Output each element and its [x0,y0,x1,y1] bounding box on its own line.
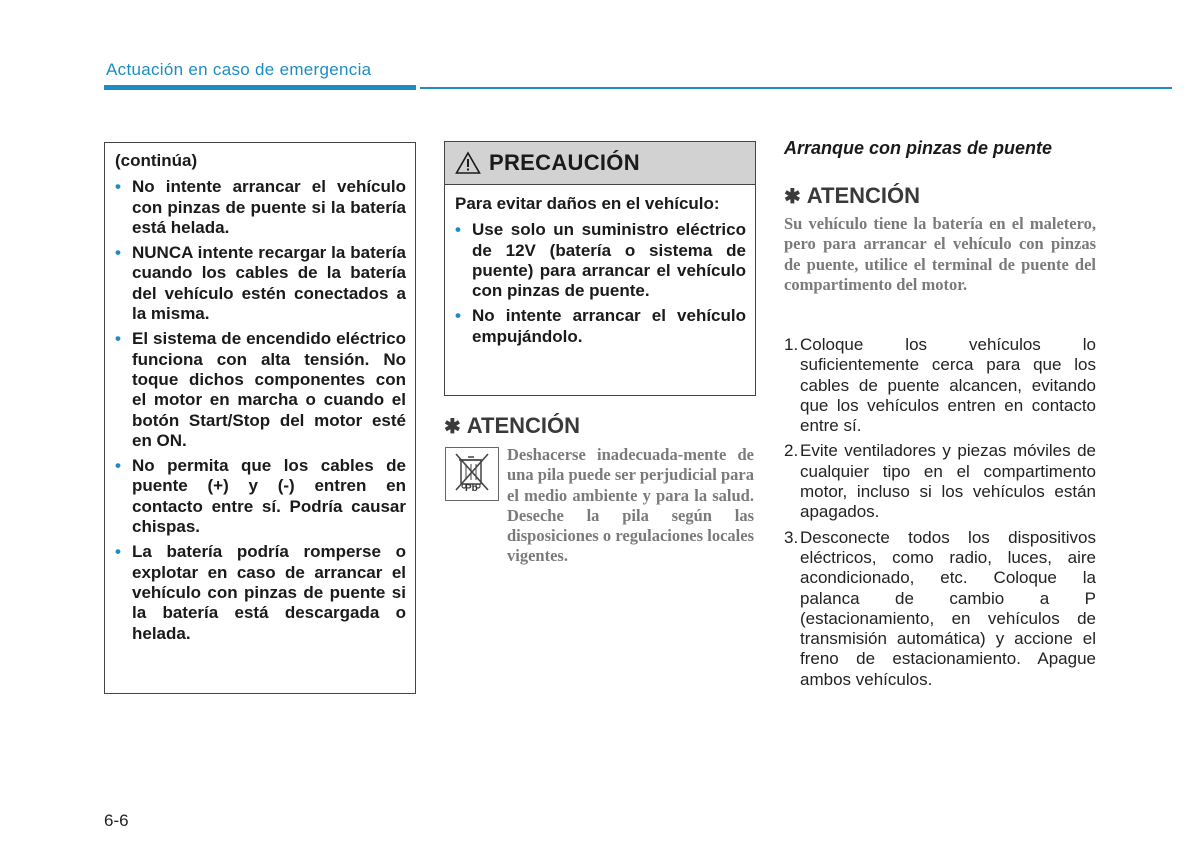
attention-heading-battery: ✱ ATENCIÓN [444,413,581,438]
warning-list [115,177,406,644]
list-item: • NUNCA intente recargar la batería cuando los cables de la batería del vehículo estén conectados a la misma. [115,243,406,324]
list-item: • El sistema de encendido eléctrico funciona con alta tensión. No toque dichos componentes con el motor en marcha o cuando el botón Start/Stop del motor esté en ON. [115,329,406,450]
asterisk-icon: ✱ [444,415,461,438]
precaution-body [445,185,755,347]
asterisk-icon: ✱ [784,185,801,208]
precaution-intro: Para evitar daños en el vehículo: [455,194,720,213]
warning-triangle-icon [455,151,481,175]
attention-battery-text: Deshacerse inadecuada-mente de una pila puede ser perjudicial para el medio ambiente y para la salud. Deseche la pila según las disposiciones o regulaciones locales vigentes. [507,445,754,566]
header-rule-thick [104,85,416,90]
precaution-header [445,142,755,185]
bullet-icon: • [115,542,121,562]
continued-label: (continúa) [115,151,198,170]
bullet-icon: • [115,329,121,349]
bullet-icon: • [455,220,461,240]
bullet-icon: • [115,177,121,197]
list-item: • No permita que los cables de puente (+) y (-) entren en contacto entre sí. Podría causar chispas. [115,456,406,537]
list-item: • No intente arrancar el vehículo con pinzas de puente si la batería está helada. [115,177,406,237]
precaution-list [455,220,746,347]
precaution-box [444,141,756,396]
section-header-title: Actuación en caso de emergencia [106,60,372,79]
list-item: 2. Evite ventiladores y piezas móviles de cualquier tipo en el compartimento motor, incluso si los vehículos están apagados. [784,441,1096,522]
bullet-icon: • [115,456,121,476]
list-item: • No intente arrancar el vehículo empujándolo. [455,306,746,346]
battery-disposal-icon [445,447,499,501]
header-rule-thin [420,87,1172,89]
list-item: • La batería podría romperse o explotar en caso de arrancar el vehículo con pinzas de puente si la batería está descargada o helada. [115,542,406,643]
steps-list [784,335,1096,695]
list-item: 1. Coloque los vehículos lo suficientemente cerca para que los cables de puente alcancen, evitando que los vehículos entren en contacto entre sí. [784,335,1096,436]
section-title: Arranque con pinzas de puente [784,138,1053,158]
list-item: • Use solo un suministro eléctrico de 12V (batería o sistema de puente) para arrancar el vehículo con pinzas de puente. [455,220,746,301]
attention-jumpstart-text: Su vehículo tiene la batería en el maletero, pero para arrancar el vehículo con pinzas de puente, utilice el terminal de puente del compartimento del motor. [784,214,1096,294]
page-number: 6-6 [104,811,129,830]
bullet-icon: • [115,243,121,263]
attention-heading-jumpstart: ✱ ATENCIÓN [784,183,921,208]
pb-label: Pb [465,483,478,494]
list-item: 3. Desconecte todos los dispositivos eléctricos, como radio, luces, aire acondicionado, etc. Coloque la palanca de cambio a P (estacionamiento, en vehículos de transmisión automática) y accione el freno de estacionamiento. Apague ambos vehículos. [784,527,1096,689]
bullet-icon: • [455,306,461,326]
precaution-title: PRECAUCIÓN [489,149,640,175]
warning-continued-box [104,142,416,694]
